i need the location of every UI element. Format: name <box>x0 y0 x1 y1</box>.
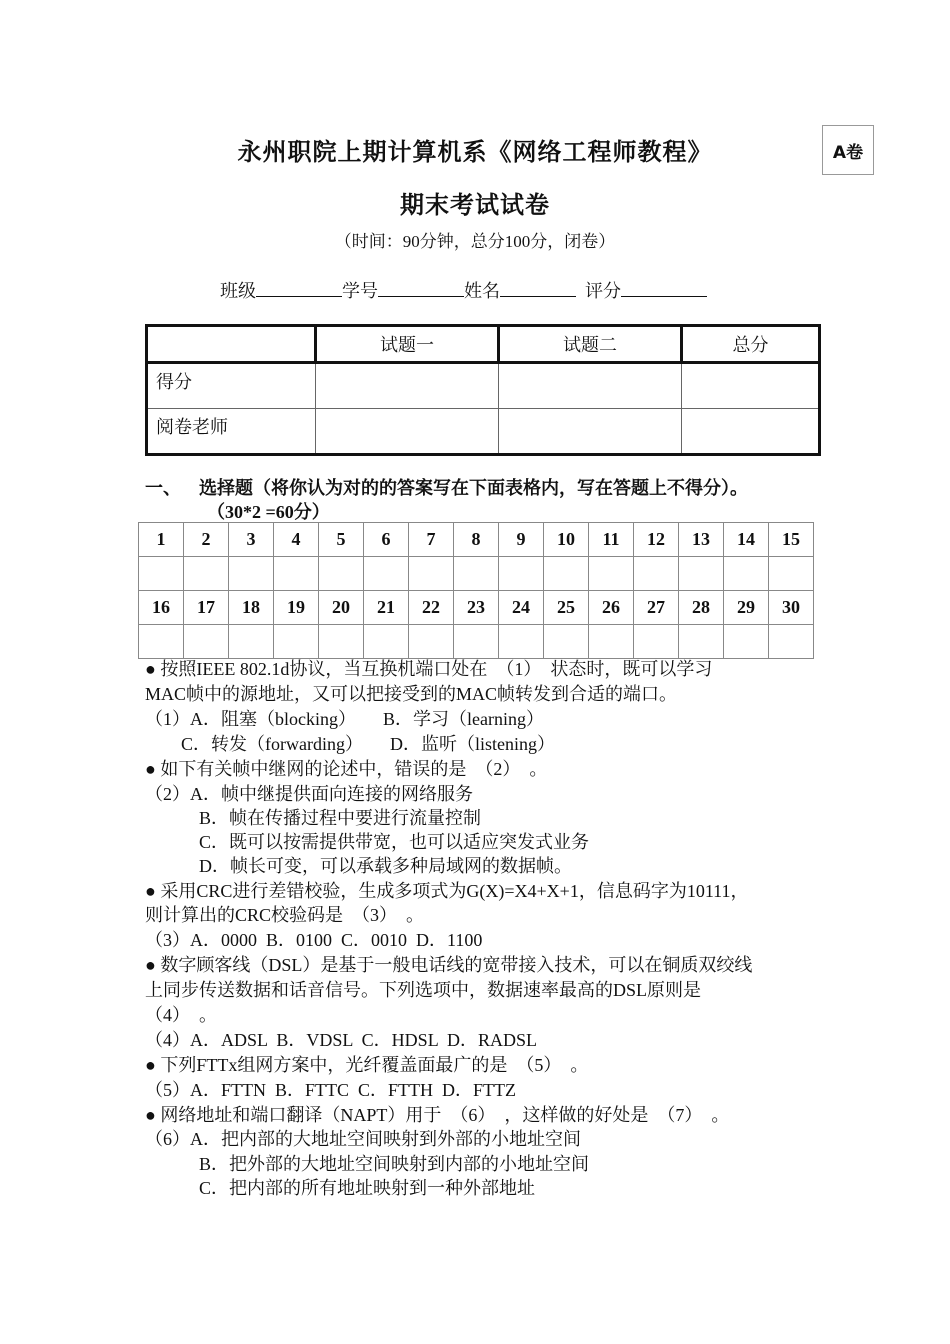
answer-number-cell: 13 <box>679 523 724 557</box>
score-header-cell: 试题一 <box>316 326 499 363</box>
question-line: （4） 。 <box>145 1005 217 1025</box>
score-blank[interactable] <box>621 278 707 297</box>
answer-blank-cell[interactable] <box>724 557 769 591</box>
answer-number-cell: 9 <box>499 523 544 557</box>
answer-number-row <box>139 591 814 625</box>
name-blank[interactable] <box>500 278 576 297</box>
answer-number-cell: 24 <box>499 591 544 625</box>
answer-number-cell: 25 <box>544 591 589 625</box>
score-header-cell: 总分 <box>682 326 820 363</box>
question-line: （1）A．阻塞（blocking） B．学习（learning） <box>145 709 544 729</box>
score-header-cell <box>147 326 316 363</box>
answer-number-cell: 29 <box>724 591 769 625</box>
question-line: D．帧长可变，可以承载多种局域网的数据帧。 <box>145 856 572 876</box>
answer-grid <box>138 522 814 659</box>
answer-blank-cell[interactable] <box>589 557 634 591</box>
answer-blank-cell[interactable] <box>544 625 589 659</box>
question-line: B．把外部的大地址空间映射到内部的小地址空间 <box>145 1154 590 1174</box>
exam-duration-note: （时间：90分钟，总分100分，闭卷） <box>334 232 616 251</box>
class-blank[interactable] <box>256 278 342 297</box>
question-line: ● 网络地址和端口翻译（NAPT）用于 （6） ，这样做的好处是 （7） 。 <box>145 1105 730 1125</box>
answer-number-cell: 26 <box>589 591 634 625</box>
answer-number-cell: 4 <box>274 523 319 557</box>
question-line: ● 如下有关帧中继网的论述中，错误的是 （2） 。 <box>145 759 548 779</box>
answer-blank-cell[interactable] <box>229 557 274 591</box>
score-cell[interactable] <box>682 363 820 409</box>
answer-blank-cell[interactable] <box>679 625 724 659</box>
score-row-label: 得分 <box>147 363 316 409</box>
answer-number-cell: 21 <box>364 591 409 625</box>
score-cell[interactable] <box>316 363 499 409</box>
name-label: 姓名 <box>464 281 500 301</box>
answer-number-cell: 10 <box>544 523 589 557</box>
score-row <box>147 409 820 455</box>
exam-title: 永州职院上期计算机系《网络工程师教程》 <box>237 140 713 166</box>
question-line: （5）A．FTTN B．FTTC C．FTTH D．FTTZ <box>145 1080 517 1100</box>
answer-blank-cell[interactable] <box>319 557 364 591</box>
answer-blank-cell[interactable] <box>319 625 364 659</box>
answer-blank-cell[interactable] <box>274 557 319 591</box>
student-id-label: 学号 <box>342 281 378 301</box>
answer-number-cell: 2 <box>184 523 229 557</box>
question-line: C．把内部的所有地址映射到一种外部地址 <box>145 1178 536 1198</box>
answer-number-cell: 17 <box>184 591 229 625</box>
answer-number-cell: 28 <box>679 591 724 625</box>
answer-blank-cell[interactable] <box>499 625 544 659</box>
question-line: ● 按照IEEE 802.1d协议，当互换机端口处在 （1） 状态时，既可以学习 <box>145 659 713 679</box>
answer-blank-row <box>139 557 814 591</box>
section-number: 一、 <box>145 478 181 498</box>
answer-blank-cell[interactable] <box>454 557 499 591</box>
score-cell[interactable] <box>316 409 499 455</box>
answer-blank-cell[interactable] <box>679 557 724 591</box>
answer-blank-cell[interactable] <box>724 625 769 659</box>
answer-number-cell: 16 <box>139 591 184 625</box>
question-line: ● 下列FTTx组网方案中，光纤覆盖面最广的是 （5） 。 <box>145 1055 589 1075</box>
answer-number-cell: 19 <box>274 591 319 625</box>
answer-blank-cell[interactable] <box>454 625 499 659</box>
question-line: MAC帧中的源地址，又可以把接受到的MAC帧转发到合适的端口。 <box>145 684 678 704</box>
question-line: B．帧在传播过程中要进行流量控制 <box>145 808 482 828</box>
answer-number-cell: 23 <box>454 591 499 625</box>
answer-number-cell: 8 <box>454 523 499 557</box>
question-line: 则计算出的CRC校验码是 （3） 。 <box>145 905 425 925</box>
student-id-blank[interactable] <box>378 278 464 297</box>
answer-number-cell: 11 <box>589 523 634 557</box>
question-line: （2）A．帧中继提供面向连接的网络服务 <box>145 784 473 804</box>
score-label: 评分 <box>585 281 621 301</box>
answer-number-cell: 18 <box>229 591 274 625</box>
score-table <box>145 324 821 456</box>
student-info-line <box>220 277 707 303</box>
score-row-label: 阅卷老师 <box>147 409 316 455</box>
answer-blank-cell[interactable] <box>274 625 319 659</box>
score-row <box>147 363 820 409</box>
answer-number-cell: 27 <box>634 591 679 625</box>
class-label: 班级 <box>220 281 256 301</box>
answer-number-cell: 3 <box>229 523 274 557</box>
section-title: 选择题（将你认为对的的答案写在下面表格内，写在答题上不得分）。 <box>199 478 748 498</box>
answer-blank-cell[interactable] <box>139 557 184 591</box>
exam-subtitle: 期末考试试卷 <box>400 193 550 219</box>
answer-number-row <box>139 523 814 557</box>
answer-number-cell: 6 <box>364 523 409 557</box>
question-line: ● 数字顾客线（DSL）是基于一般电话线的宽带接入技术，可以在铜质双绞线 <box>145 955 753 975</box>
paper-version-tag: A卷 <box>822 125 874 175</box>
question-line: （4）A．ADSL B．VDSL C．HDSL D．RADSL <box>145 1030 538 1050</box>
answer-blank-cell[interactable] <box>769 625 814 659</box>
question-line: C．既可以按需提供带宽，也可以适应突发式业务 <box>145 832 590 852</box>
answer-number-cell: 5 <box>319 523 364 557</box>
answer-number-cell: 1 <box>139 523 184 557</box>
score-cell[interactable] <box>499 409 682 455</box>
answer-blank-cell[interactable] <box>409 557 454 591</box>
answer-number-cell: 22 <box>409 591 454 625</box>
answer-blank-cell[interactable] <box>184 557 229 591</box>
answer-blank-cell[interactable] <box>229 625 274 659</box>
question-line: （6）A．把内部的大地址空间映射到外部的小地址空间 <box>145 1129 581 1149</box>
answer-blank-cell[interactable] <box>634 625 679 659</box>
question-line: ● 采用CRC进行差错校验，生成多项式为G(X)=X4+X+1，信息码字为10111， <box>145 881 749 901</box>
answer-blank-row <box>139 625 814 659</box>
section-heading <box>145 474 748 500</box>
answer-number-cell: 15 <box>769 523 814 557</box>
answer-blank-cell[interactable] <box>769 557 814 591</box>
answer-number-cell: 30 <box>769 591 814 625</box>
answer-blank-cell[interactable] <box>139 625 184 659</box>
answer-blank-cell[interactable] <box>364 557 409 591</box>
answer-blank-cell[interactable] <box>499 557 544 591</box>
score-table-header <box>147 326 820 363</box>
question-line: （3）A．0000 B．0100 C．0010 D．1100 <box>145 930 483 950</box>
answer-number-cell: 14 <box>724 523 769 557</box>
answer-blank-cell[interactable] <box>589 625 634 659</box>
score-cell[interactable] <box>499 363 682 409</box>
question-line: 上同步传送数据和话音信号。下列选项中，数据速率最高的DSL原则是 <box>145 980 702 1000</box>
question-line: C．转发（forwarding） D．监听（listening） <box>145 734 555 754</box>
answer-blank-cell[interactable] <box>364 625 409 659</box>
answer-number-cell: 20 <box>319 591 364 625</box>
answer-number-cell: 7 <box>409 523 454 557</box>
answer-blank-cell[interactable] <box>184 625 229 659</box>
answer-blank-cell[interactable] <box>544 557 589 591</box>
answer-blank-cell[interactable] <box>409 625 454 659</box>
score-cell[interactable] <box>682 409 820 455</box>
answer-number-cell: 12 <box>634 523 679 557</box>
section-points: （30*2 =60分） <box>207 502 330 522</box>
answer-blank-cell[interactable] <box>634 557 679 591</box>
score-header-cell: 试题二 <box>499 326 682 363</box>
